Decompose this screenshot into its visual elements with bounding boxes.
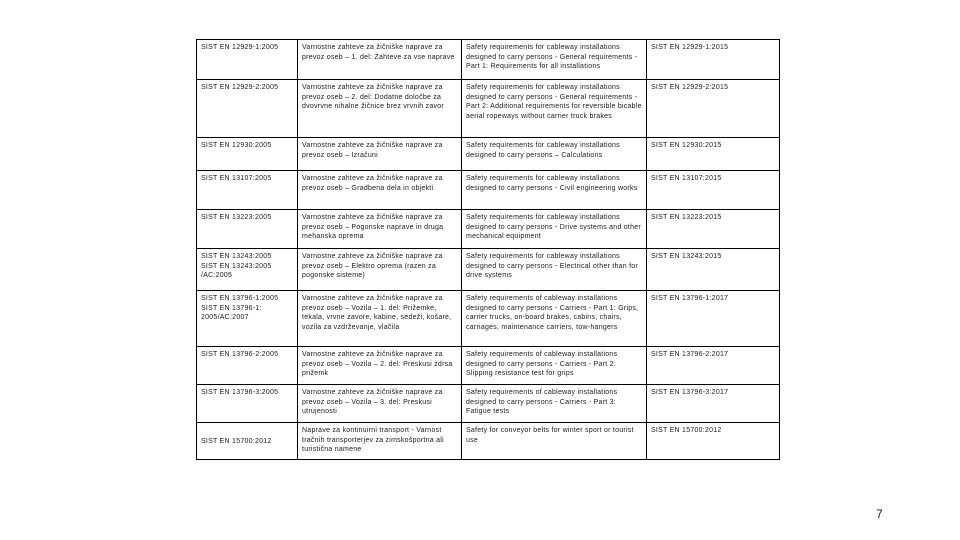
table-row (197, 423, 780, 460)
sist-standard-code: 2005/AC:2007 (201, 314, 249, 322)
table-row (197, 171, 780, 210)
slovenian-title-cell: Varnostne zahteve za žičniške naprave za prevoz oseb – Vozila – 2. del: Preskusi zdrsa prižemk (298, 347, 462, 385)
table-row (197, 80, 780, 138)
sist-standard-code: SIST EN 13796-3:2005 (201, 389, 279, 396)
english-title-cell: Safety requirements of cableway installations designed to carry persons - Carriers - Part 2: Slipping resistance test for grips (462, 347, 647, 385)
table-row (197, 291, 780, 347)
sist-standard-code: SIST EN 13243:2005 (201, 253, 272, 260)
sist-standard-code: /AC:2005 (201, 272, 233, 280)
table-row (197, 347, 780, 385)
en-standard-cell: SIST EN 13223:2015 (647, 210, 780, 249)
english-title-cell: Safety requirements for cableway installations designed to carry persons - General requirements - Part 2: Additional requirements for reversible bicable aerial ropeways without carrier truck brakes (462, 80, 647, 138)
slovenian-title-cell: Varnostne zahteve za žičniške naprave za prevoz oseb – Gradbena dela in objekti (298, 171, 462, 210)
sist-standard-code: SIST EN 13107:2005 (201, 175, 272, 182)
sist-standard-code: SIST EN 12929-1:2005 (201, 44, 279, 51)
page-number: 7 (876, 507, 883, 521)
english-title-cell: Safety requirements for cableway installations designed to carry persons - Drive systems and other mechanical equipment (462, 210, 647, 249)
sist-standard-cell (197, 385, 298, 423)
table-row (197, 210, 780, 249)
slovenian-title-cell: Varnostne zahteve za žičniške naprave za prevoz oseb – 2. del: Dodatne določbe za dvovrvne nihalne žičnice brez vrvnih zavor (298, 80, 462, 138)
table-row (197, 40, 780, 80)
sist-standard-cell (197, 80, 298, 138)
slovenian-title-cell: Varnostne zahteve za žičniške naprave za prevoz oseb – 1. del: Zahteve za vse naprave (298, 40, 462, 80)
english-title-cell: Safety requirements for cableway installations designed to carry persons - General requirements - Part 1: Requirements for all installations (462, 40, 647, 80)
slovenian-title-cell: Varnostne zahteve za žičniške naprave za prevoz oseb – Vozila – 3. del: Preskusi utrujenosti (298, 385, 462, 423)
sist-standard-cell (197, 249, 298, 291)
sist-standard-cell (197, 291, 298, 347)
sist-standard-cell (197, 138, 298, 171)
slovenian-title-cell: Varnostne zahteve za žičniške naprave za prevoz oseb – Vozila – 1. del: Prižemke, tekala, vrvne zavore, kabine, sedeži, košare, vozila za vzdrževanje, vlačila (298, 291, 462, 347)
en-standard-cell: SIST EN 12929-1:2015 (647, 40, 780, 80)
sist-standard-cell (197, 210, 298, 249)
sist-standard-code: SIST EN 13796-1:2005 (201, 295, 279, 302)
slovenian-title-cell: Varnostne zahteve za žičniške naprave za prevoz oseb – Elektro oprema (razen za pogonske sisteme) (298, 249, 462, 291)
sist-standard-cell (197, 423, 298, 460)
english-title-cell: Safety requirements for cableway installations designed to carry persons - Civil engineering works (462, 171, 647, 210)
english-title-cell: Safety for conveyor belts for winter sport or tourist use (462, 423, 647, 460)
english-title-cell: Safety requirements for cableway installations designed to carry persons - Electrical other than for drive systems (462, 249, 647, 291)
sist-standard-code: SIST EN 12929-2:2005 (201, 84, 279, 91)
sist-standard-cell (197, 40, 298, 80)
english-title-cell: Safety requirements for cableway installations designed to carry persons – Calculations (462, 138, 647, 171)
sist-standard-code: SIST EN 13796-2:2005 (201, 351, 279, 358)
standards-table (196, 39, 780, 460)
sist-standard-code: SIST EN 12930:2005 (201, 142, 272, 149)
slovenian-title-cell: Varnostne zahteve za žičniške naprave za prevoz oseb – Pogonske naprave in druga mehanska oprema (298, 210, 462, 249)
en-standard-cell: SIST EN 13796-2:2017 (647, 347, 780, 385)
sist-standard-code: SIST EN 13223:2005 (201, 214, 272, 221)
table-row (197, 138, 780, 171)
standards-table-body (197, 40, 780, 460)
sist-standard-code: SIST EN 13243:2005 (201, 262, 272, 270)
table-row (197, 385, 780, 423)
english-title-cell: Safety requirements of cableway installations designed to carry persons - Carriers - Part 3: Fatigue tests (462, 385, 647, 423)
en-standard-cell: SIST EN 15700:2012 (647, 423, 780, 460)
en-standard-cell: SIST EN 13796-1:2017 (647, 291, 780, 347)
en-standard-cell: SIST EN 12930:2015 (647, 138, 780, 171)
sist-standard-code: SIST EN 15700:2012 (201, 437, 272, 445)
sist-standard-cell (197, 347, 298, 385)
slovenian-title-cell: Varnostne zahteve za žičniške naprave za prevoz oseb – Izračuni (298, 138, 462, 171)
sist-standard-cell (197, 171, 298, 210)
en-standard-cell: SIST EN 13796-3:2017 (647, 385, 780, 423)
slovenian-title-cell: Naprave za kontinuirni transport - Varnost tračnih transporterjev za zimskošportna ali turistična namene (298, 423, 462, 460)
sist-standard-code: SIST EN 13796-1: (201, 304, 262, 312)
en-standard-cell: SIST EN 13243:2015 (647, 249, 780, 291)
en-standard-cell: SIST EN 13107:2015 (647, 171, 780, 210)
table-row (197, 249, 780, 291)
english-title-cell: Safety requirements of cableway installations designed to carry persons - Carriers - Part 1: Grips, carrier trucks, on-board brakes, cabins, chairs, carriages, maintenance carriers, tow-hangers (462, 291, 647, 347)
en-standard-cell: SIST EN 12929-2:2015 (647, 80, 780, 138)
